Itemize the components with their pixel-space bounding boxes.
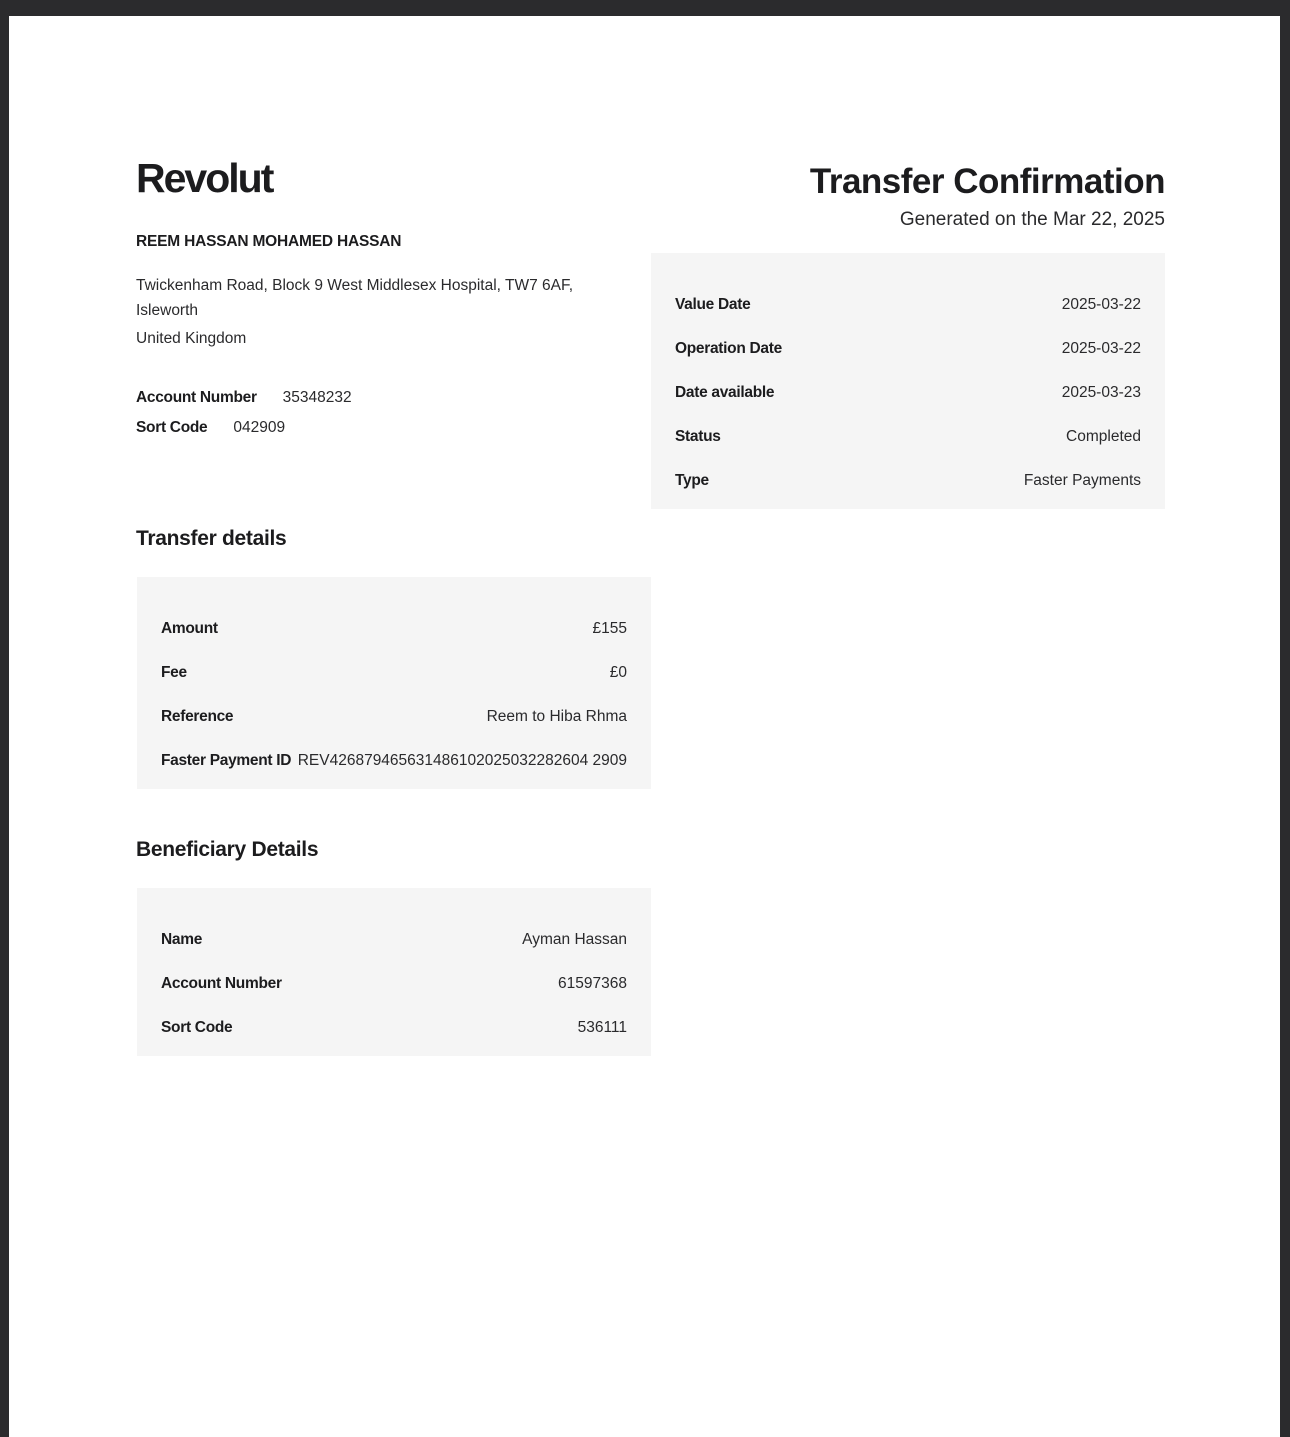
holder-sort-code-label: Sort Code	[136, 419, 208, 436]
reference-value: Reem to Hiba Rhma	[486, 708, 627, 725]
meta-row-status	[675, 415, 1141, 459]
holder-account-number-label: Account Number	[136, 389, 257, 406]
holder-sort-code-value: 042909	[233, 419, 286, 436]
transfer-meta-panel	[651, 253, 1165, 509]
document-page	[9, 16, 1280, 1437]
transfer-label: Fee	[161, 664, 187, 681]
meta-row-date-available	[675, 371, 1141, 415]
transfer-label: Faster Payment ID	[161, 752, 292, 769]
beneficiary-details-panel	[137, 888, 651, 1056]
beneficiary-label: Name	[161, 931, 203, 948]
meta-value: Faster Payments	[1023, 472, 1141, 489]
beneficiary-label: Sort Code	[161, 1019, 233, 1036]
transfer-details-heading: Transfer details	[136, 527, 287, 550]
beneficiary-row-account-number	[161, 962, 627, 1006]
account-holder-name: REEM HASSAN MOHAMED HASSAN	[136, 233, 402, 250]
holder-sort-code	[136, 418, 285, 438]
beneficiary-sort-code-value: 536111	[577, 1019, 627, 1036]
status-value: Completed	[1066, 428, 1141, 445]
generated-date: Generated on the Mar 22, 2025	[899, 209, 1165, 230]
beneficiary-label: Account Number	[161, 975, 282, 992]
meta-label: Operation Date	[675, 340, 782, 357]
meta-value: 2025-03-22	[1061, 340, 1141, 357]
beneficiary-account-value: 61597368	[558, 975, 627, 992]
revolut-logo: Revolut	[136, 155, 273, 201]
fee-value: £0	[609, 664, 627, 681]
beneficiary-details-heading: Beneficiary Details	[136, 838, 319, 861]
holder-account-number	[136, 388, 352, 408]
beneficiary-row-sort-code	[161, 1006, 627, 1050]
transfer-row-amount	[161, 607, 627, 651]
meta-label: Type	[675, 472, 709, 489]
meta-row-operation-date	[675, 327, 1141, 371]
transfer-details-panel	[137, 577, 651, 789]
amount-value: £155	[592, 620, 627, 637]
transfer-row-fee	[161, 651, 627, 695]
transfer-row-payment-id	[161, 739, 627, 783]
payment-id-value: REV426879465631486102025032282604 2909	[297, 752, 627, 769]
transfer-label: Reference	[161, 708, 234, 725]
meta-value: 2025-03-22	[1061, 296, 1141, 313]
transfer-row-reference	[161, 695, 627, 739]
transfer-label: Amount	[161, 620, 218, 637]
meta-row-value-date	[675, 283, 1141, 327]
holder-country: United Kingdom	[136, 330, 247, 347]
holder-account-number-value: 35348232	[282, 389, 352, 406]
holder-address: Twickenham Road, Block 9 West Middlesex Hospital, TW7 6AF, Isleworth	[136, 277, 574, 319]
meta-label: Value Date	[675, 296, 751, 313]
beneficiary-row-name	[161, 918, 627, 962]
meta-value: 2025-03-23	[1061, 384, 1141, 401]
meta-row-type	[675, 459, 1141, 503]
beneficiary-name-value: Ayman Hassan	[522, 931, 627, 948]
meta-label: Status	[675, 428, 721, 445]
meta-label: Date available	[675, 384, 775, 401]
document-title: Transfer Confirmation	[809, 162, 1165, 201]
